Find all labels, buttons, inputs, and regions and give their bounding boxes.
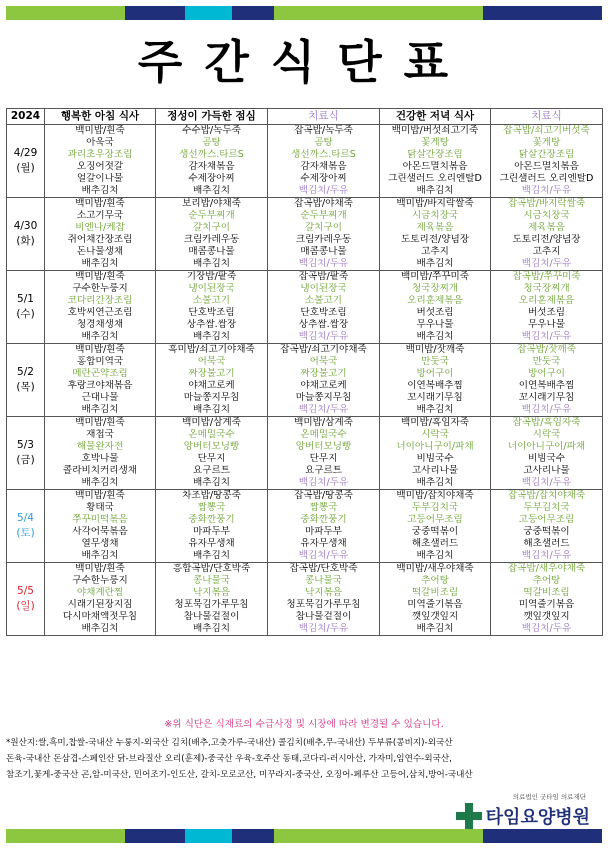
menu-item: 배추김치 (81, 331, 119, 342)
day-date: 5/1 (17, 293, 34, 305)
page-title: 주간식단표 (137, 35, 471, 89)
menu-item: 배추김치 (192, 404, 231, 415)
menu-item: 고사리나물 (411, 465, 459, 476)
lunch-cell (156, 417, 268, 490)
menu-item: 미역줄기볶음 (518, 599, 575, 610)
menu-item: 단무지 (197, 453, 226, 464)
dinner-alt-cell (491, 344, 603, 417)
menu-item: 유자무생채 (300, 538, 347, 549)
menu-item: 메란곤약조림 (72, 368, 128, 379)
menu-item: 크림카레우동 (295, 234, 352, 245)
dinner-cell (380, 271, 491, 344)
lunch-alt-cell (268, 344, 380, 417)
origin-line: 참조기,꽃게-중국산 곤,암-미국산, 민어조기-인도산, 갈치-모로코산, 미꾸라지-중국산, 오징어-페루산 고등어,삼치,방어-국내산 (6, 770, 473, 780)
day-row (7, 563, 603, 636)
menu-item: 매콤콩나물 (300, 246, 347, 257)
origin-line: 돈육-국내산 돈삼겹-스페인산 닭-브라질산 오리(훈제)-중국산 우육-호주산 동태,코다리-러시아산, 가자미,임연수-외국산, (6, 754, 452, 764)
day-of-week: (금) (16, 454, 35, 466)
menu-item: 갈치구이 (304, 222, 343, 233)
day-date: 4/29 (13, 147, 38, 159)
menu-item: 백김치/두유 (298, 331, 349, 342)
day-cell (7, 563, 45, 636)
menu-item: 백미밥/삼계죽 (182, 417, 241, 428)
menu-item: 잡곡밥/새우야채죽 (507, 563, 586, 574)
menu-item: 참나물겉절이 (183, 611, 240, 622)
dinner-cell (380, 563, 491, 636)
lunch-cell (156, 490, 268, 563)
menu-item: 차조밥/땅콩죽 (182, 490, 241, 501)
menu-item: 곰탕 (314, 137, 333, 148)
breakfast-cell (45, 271, 156, 344)
menu-item: 호박나물 (81, 453, 119, 464)
menu-item: 황태국 (86, 502, 114, 513)
breakfast-cell (45, 198, 156, 271)
menu-item: 온메밀국수 (188, 429, 235, 440)
menu-item: 짜장불고기 (300, 368, 347, 379)
lunch-cell (156, 271, 268, 344)
menu-item: 해초샐러드 (411, 538, 459, 549)
menu-item: 추어탕 (421, 575, 449, 586)
dinner-header: 건강한 저녁 식사 (380, 109, 491, 125)
menu-item: 제육볶음 (527, 222, 566, 233)
dinner-cell (380, 417, 491, 490)
menu-item: 시락국 (532, 429, 561, 440)
menu-item: 마늘쫑지무침 (183, 392, 240, 403)
origin-line: *원산지:쌀,흑미,찹쌀-국내산 누룽지-외국산 김치(배추,고춧가루-국내산) 콜김치(배추,무-국내산) 두부류(콩비지)-외국산 (6, 738, 453, 748)
cross-icon (456, 803, 482, 829)
menu-item: 콩나물국 (304, 575, 343, 586)
menu-item: 백김치/두유 (521, 477, 572, 488)
foundation-name: 의료법인 굿타임 의료재단 (512, 793, 586, 801)
menu-item: 흥합곡밥/단호박죽 (172, 563, 251, 574)
menu-item: 다시마채액젓무침 (62, 611, 138, 622)
menu-item: 시금치장국 (523, 210, 570, 221)
day-row (7, 125, 603, 198)
menu-item: 방어구이 (416, 368, 454, 379)
menu-item: 오리훈제볶음 (518, 295, 575, 306)
lunch-alt-cell (268, 125, 380, 198)
day-date: 4/30 (13, 220, 38, 232)
dinner-alt-cell (491, 417, 603, 490)
menu-item: 잡곡밥/잡치야채죽 (507, 490, 586, 501)
menu-item: 백미밥/흰죽 (75, 490, 125, 501)
menu-item: 백미밥/흰죽 (75, 344, 125, 355)
menu-item: 버섯조림 (527, 307, 566, 318)
menu-item: 잡곡밥/야채죽 (294, 198, 353, 209)
dinner-alt-cell (491, 271, 603, 344)
menu-item: 수수밥/녹두죽 (182, 125, 241, 136)
menu-item: 깻잎갯잎지 (523, 611, 570, 622)
menu-item: 두부김치국 (523, 502, 570, 513)
menu-item: 해물완자전 (76, 441, 124, 452)
menu-item: 백김치/두유 (521, 623, 572, 634)
menu-item: 짜장불고기 (188, 368, 235, 379)
menu-item: 단호박조림 (300, 307, 347, 318)
menu-item: 무우나물 (416, 319, 454, 330)
lunch-cell (156, 563, 268, 636)
menu-item: 백김치/두유 (521, 550, 572, 561)
dinner-cell (380, 490, 491, 563)
dinner-cell (380, 198, 491, 271)
menu-item: 돈나물생채 (76, 246, 124, 257)
menu-item: 잡곡밥/땅콩죽 (294, 490, 353, 501)
menu-item: 제육볶음 (416, 222, 454, 233)
menu-item: 백미밥/흰죽 (75, 198, 125, 209)
menu-item: 구수한누룽지 (72, 575, 128, 586)
menu-item: 야채계란찜 (76, 587, 124, 598)
menu-item: 궁중떡볶이 (523, 526, 570, 537)
menu-item: 그린샐러드 오리엔탈D (499, 173, 594, 184)
menu-item: 백미밥/잡치야채죽 (396, 490, 474, 501)
lunch-cell (156, 198, 268, 271)
menu-item: 배추김치 (81, 185, 119, 196)
menu-item: 백미밥/흰죽 (75, 271, 125, 282)
lunch-cell (156, 344, 268, 417)
menu-item: 중화깐풍기 (188, 514, 235, 525)
lunch-alt-cell (268, 563, 380, 636)
menu-item: 백미밥/버섯쇠고기죽 (391, 125, 479, 136)
menu-item: 수제장아찌 (300, 173, 347, 184)
menu-item: 중화깐풍기 (300, 514, 347, 525)
menu-item: 해초샐러드 (523, 538, 570, 549)
year-header: 2024 (7, 109, 45, 125)
menu-item: 백김치/두유 (298, 404, 349, 415)
menu-item: 참나물겉절이 (295, 611, 352, 622)
day-row (7, 271, 603, 344)
day-of-week: (목) (16, 381, 35, 393)
menu-item: 야채고로케 (300, 380, 347, 391)
hospital-logo (456, 795, 590, 829)
day-cell (7, 417, 45, 490)
menu-item: 오징어젓갈 (76, 161, 124, 172)
menu-item: 비빔국수 (416, 453, 454, 464)
menu-item: 배추김치 (416, 258, 454, 269)
menu-item: 백미밥/흰죽 (75, 125, 125, 136)
menu-item: 매콤콩나물 (188, 246, 235, 257)
menu-item: 꼬시래기무침 (407, 392, 463, 403)
menu-item: 백김치/두유 (521, 331, 572, 342)
hospital-name: 타임요양병원 (485, 807, 590, 828)
menu-item: 백김치/두유 (298, 550, 349, 561)
day-cell (7, 198, 45, 271)
menu-item: 요구르트 (192, 465, 231, 476)
day-cell (7, 344, 45, 417)
menu-item: 두부김치국 (411, 502, 459, 513)
menu-item: 백미밥/쭈꾸미죽 (400, 271, 470, 282)
menu-item: 사각어묵볶음 (72, 526, 128, 537)
dinner-alt-cell (491, 563, 603, 636)
menu-item: 청국장찌개 (411, 283, 459, 294)
menu-item: 닭살간장조림 (407, 149, 463, 160)
menu-item: 백김치/두유 (298, 477, 349, 488)
menu-item: 잡곡밥/흑임자죽 (512, 417, 581, 428)
menu-item: 상추쌈.쌈장 (186, 319, 237, 330)
menu-item: 꼬시래기무침 (518, 392, 575, 403)
menu-item: 배추김치 (416, 477, 454, 488)
lunch-header: 정성이 가득한 점심 (156, 109, 268, 125)
menu-item: 백김치/두유 (298, 258, 349, 269)
menu-item: 콜라비치커리생채 (62, 465, 138, 476)
menu-item: 생선까스.타르S (179, 149, 244, 160)
day-row (7, 344, 603, 417)
menu-item: 배추김치 (416, 404, 454, 415)
menu-table (6, 108, 603, 636)
day-of-week: (월) (16, 162, 35, 174)
menu-item: 백김치/두유 (521, 404, 572, 415)
menu-item: 소고기무국 (76, 210, 124, 221)
header-row (7, 109, 603, 125)
day-date: 5/5 (17, 585, 34, 597)
menu-item: 마늘쫑지무침 (295, 392, 352, 403)
menu-item: 근대나물 (81, 392, 119, 403)
breakfast-cell (45, 417, 156, 490)
menu-item: 보리밥/야채죽 (182, 198, 241, 209)
day-cell (7, 490, 45, 563)
menu-item: 흑미밥/쇠고기야채죽 (168, 344, 255, 355)
menu-item: 낙지볶음 (304, 587, 343, 598)
menu-item: 백김치/두유 (521, 185, 572, 196)
menu-item: 잡곡밥/녹두죽 (294, 125, 353, 136)
menu-item: 비빔국수 (527, 453, 566, 464)
menu-item: 버섯조림 (416, 307, 454, 318)
menu-item: 백미밥/삼계죽 (294, 417, 353, 428)
breakfast-cell (45, 344, 156, 417)
menu-item: 백미밥/바지락쌀죽 (396, 198, 474, 209)
menu-item: 앙버터모닝빵 (183, 441, 240, 452)
menu-item: 코다리간장조림 (67, 295, 133, 306)
menu-item: 앙버터모닝빵 (295, 441, 352, 452)
menu-item: 배추김치 (192, 331, 231, 342)
day-row (7, 490, 603, 563)
menu-item: 방어구이 (527, 368, 566, 379)
menu-item: 야채고로케 (188, 380, 235, 391)
menu-item: 만둣국 (421, 356, 449, 367)
menu-item: 시래기된장지짐 (67, 599, 133, 610)
menu-item: 홍합미역국 (76, 356, 124, 367)
menu-item: 백김치/두유 (298, 185, 349, 196)
menu-item: 유자무생채 (188, 538, 235, 549)
dinner-cell (380, 344, 491, 417)
menu-item: 배추김치 (81, 477, 119, 488)
menu-item: 배추김치 (81, 258, 119, 269)
breakfast-cell (45, 490, 156, 563)
menu-item: 마파두부 (192, 526, 231, 537)
menu-item: 잡곡밥/단호박죽 (289, 563, 358, 574)
menu-item: 고추지 (532, 246, 561, 257)
menu-item: 잡곡밥/팥죽 (298, 271, 349, 282)
lunch-cell (156, 125, 268, 198)
day-cell (7, 271, 45, 344)
menu-item: 비엔나/케찹 (75, 222, 125, 233)
menu-item: 도토리전/양념장 (512, 234, 581, 245)
menu-item: 과리초우장조림 (67, 149, 133, 160)
menu-item: 감자채볶음 (300, 161, 347, 172)
menu-item: 구수한누룽지 (72, 283, 128, 294)
lunch-alt-cell (268, 271, 380, 344)
menu-item: 시락국 (421, 429, 449, 440)
menu-item: 백미밥/잣깨죽 (405, 344, 465, 355)
menu-item: 백미밥/새우야채죽 (396, 563, 474, 574)
day-date: 5/3 (17, 439, 34, 451)
day-row (7, 198, 603, 271)
dinner-cell (380, 125, 491, 198)
menu-item: 크림카레우동 (183, 234, 240, 245)
menu-item: 어묵국 (197, 356, 226, 367)
menu-item: 배추김치 (416, 185, 454, 196)
menu-item: 단무지 (309, 453, 338, 464)
menu-item: 배추김치 (81, 550, 119, 561)
menu-item: 궁중떡볶이 (411, 526, 459, 537)
menu-item: 고등어무조림 (407, 514, 463, 525)
menu-item: 시금치장국 (411, 210, 459, 221)
menu-item: 곰탕 (202, 137, 221, 148)
menu-item: 떡갈비조림 (523, 587, 570, 598)
menu-item: 기장밥/팥죽 (186, 271, 237, 282)
menu-item: 배추김치 (81, 623, 119, 634)
menu-item: 잡곡밥/쇠고기야채죽 (280, 344, 367, 355)
menu-item: 감자채볶음 (188, 161, 235, 172)
menu-item: 꽃게탕 (532, 137, 561, 148)
day-of-week: (화) (16, 235, 35, 247)
menu-item: 이연복배추찜 (518, 380, 575, 391)
menu-item: 수제장아찌 (188, 173, 235, 184)
menu-item: 백미밥/흰죽 (75, 563, 125, 574)
menu-item: 오리훈제볶음 (407, 295, 463, 306)
menu-item: 청경채생채 (76, 319, 124, 330)
menu-item: 단호박조림 (188, 307, 235, 318)
day-row (7, 417, 603, 490)
menu-item: 쭈꾸미떡볶음 (72, 514, 128, 525)
menu-item: 배추김치 (416, 623, 454, 634)
menu-item: 꽃게탕 (421, 137, 449, 148)
day-date: 5/2 (17, 366, 34, 378)
menu-item: 짬뽕국 (309, 502, 338, 513)
dinner-alt-cell (491, 125, 603, 198)
menu-item: 요구르트 (304, 465, 343, 476)
menu-item: 배추김치 (416, 550, 454, 561)
menu-item: 상추쌈.쌈장 (298, 319, 349, 330)
menu-item: 콩나물국 (192, 575, 231, 586)
menu-item: 닭살간장조림 (518, 149, 575, 160)
menu-item: 너이아니구이/파채 (396, 441, 474, 452)
breakfast-cell (45, 563, 156, 636)
menu-item: 잡곡밥/잣깨죽 (517, 344, 576, 355)
menu-item: 어묵국 (309, 356, 338, 367)
menu-item: 너이아니구이/파채 (507, 441, 586, 452)
menu-item: 백김치/두유 (298, 623, 349, 634)
day-cell (7, 125, 45, 198)
menu-item: 깻잎갯잎지 (411, 611, 459, 622)
menu-item: 배추김치 (81, 404, 119, 415)
breakfast-cell (45, 125, 156, 198)
menu-item: 무우나물 (527, 319, 566, 330)
lunch-alt-cell (268, 417, 380, 490)
bottom-color-bar (6, 829, 602, 843)
top-color-bar (6, 6, 602, 20)
lunch-alt-cell (268, 198, 380, 271)
menu-item: 쥐어채간장조림 (67, 234, 133, 245)
menu-item: 낙지볶음 (192, 587, 231, 598)
menu-item: 미역줄기볶음 (407, 599, 463, 610)
menu-item: 배추김치 (192, 477, 231, 488)
menu-item: 추어탕 (532, 575, 561, 586)
menu-item: 열무생채 (81, 538, 119, 549)
menu-item: 냉이된장국 (188, 283, 235, 294)
menu-item: 잡곡밥/쭈꾸미죽 (512, 271, 581, 282)
day-of-week: (수) (16, 308, 35, 320)
menu-item: 재첩국 (86, 429, 114, 440)
menu-item: 잡곡밥/바지락쌀죽 (507, 198, 586, 209)
menu-item: 얼갈이나물 (76, 173, 124, 184)
menu-item: 소불고기 (304, 295, 343, 306)
day-of-week: (일) (16, 600, 35, 612)
menu-item: 고사리나물 (523, 465, 570, 476)
dinner-alt-cell (491, 490, 603, 563)
menu-item: 만둣국 (532, 356, 561, 367)
menu-item: 냉이된장국 (300, 283, 347, 294)
menu-item: 배추김치 (192, 185, 231, 196)
menu-item: 생선까스.타르S (291, 149, 356, 160)
menu-item: 청포묵김가루무침 (174, 599, 249, 610)
menu-item: 청포묵김가루무침 (286, 599, 361, 610)
menu-item: 그린샐러드 오리엔탈D (388, 173, 482, 184)
menu-item: 아욱국 (86, 137, 114, 148)
menu-item: 백김치/두유 (521, 258, 572, 269)
menu-item: 청국장찌개 (523, 283, 570, 294)
breakfast-header: 행복한 아침 식사 (45, 109, 156, 125)
menu-item: 떡갈비조림 (411, 587, 459, 598)
menu-item: 배추김치 (416, 331, 454, 342)
menu-item: 마파두부 (304, 526, 343, 537)
menu-item: 백미밥/흰죽 (75, 417, 125, 428)
menu-item: 소불고기 (192, 295, 231, 306)
lunch-alt-cell (268, 490, 380, 563)
menu-item: 잡곡밥/쇠고기버섯죽 (503, 125, 590, 136)
menu-item: 아몬드멸치볶음 (402, 161, 468, 172)
menu-item: 온메밀국수 (300, 429, 347, 440)
menu-item: 배추김치 (192, 623, 231, 634)
menu-item: 고추지 (421, 246, 449, 257)
dinner-alt-cell (491, 198, 603, 271)
menu-item: 배추김치 (192, 550, 231, 561)
menu-item: 순두부찌개 (300, 210, 347, 221)
day-date: 5/4 (17, 512, 34, 524)
menu-item: 순두부찌개 (188, 210, 235, 221)
day-of-week: (토) (16, 527, 35, 539)
menu-item: 고등어무조림 (518, 514, 575, 525)
menu-item: 호박씨연근조림 (67, 307, 133, 318)
menu-item: 이연복배추찜 (407, 380, 463, 391)
menu-item: 도토리전/양념장 (400, 234, 470, 245)
menu-item: 갈치구이 (192, 222, 231, 233)
menu-item: 짬뽕국 (197, 502, 226, 513)
menu-item: 후랑크야채볶음 (67, 380, 133, 391)
origin-info (6, 735, 602, 783)
menu-item: 아몬드멸치볶음 (514, 161, 579, 172)
menu-item: 배추김치 (192, 258, 231, 269)
lunch-alt-header: 치료식 (268, 109, 380, 125)
dinner-alt-header: 치료식 (491, 109, 603, 125)
notice-text: ※위 식단은 식재료의 수급사정 및 시장에 따라 변경될 수 있습니다. (164, 719, 444, 730)
menu-item: 백미밥/흑임자죽 (400, 417, 470, 428)
